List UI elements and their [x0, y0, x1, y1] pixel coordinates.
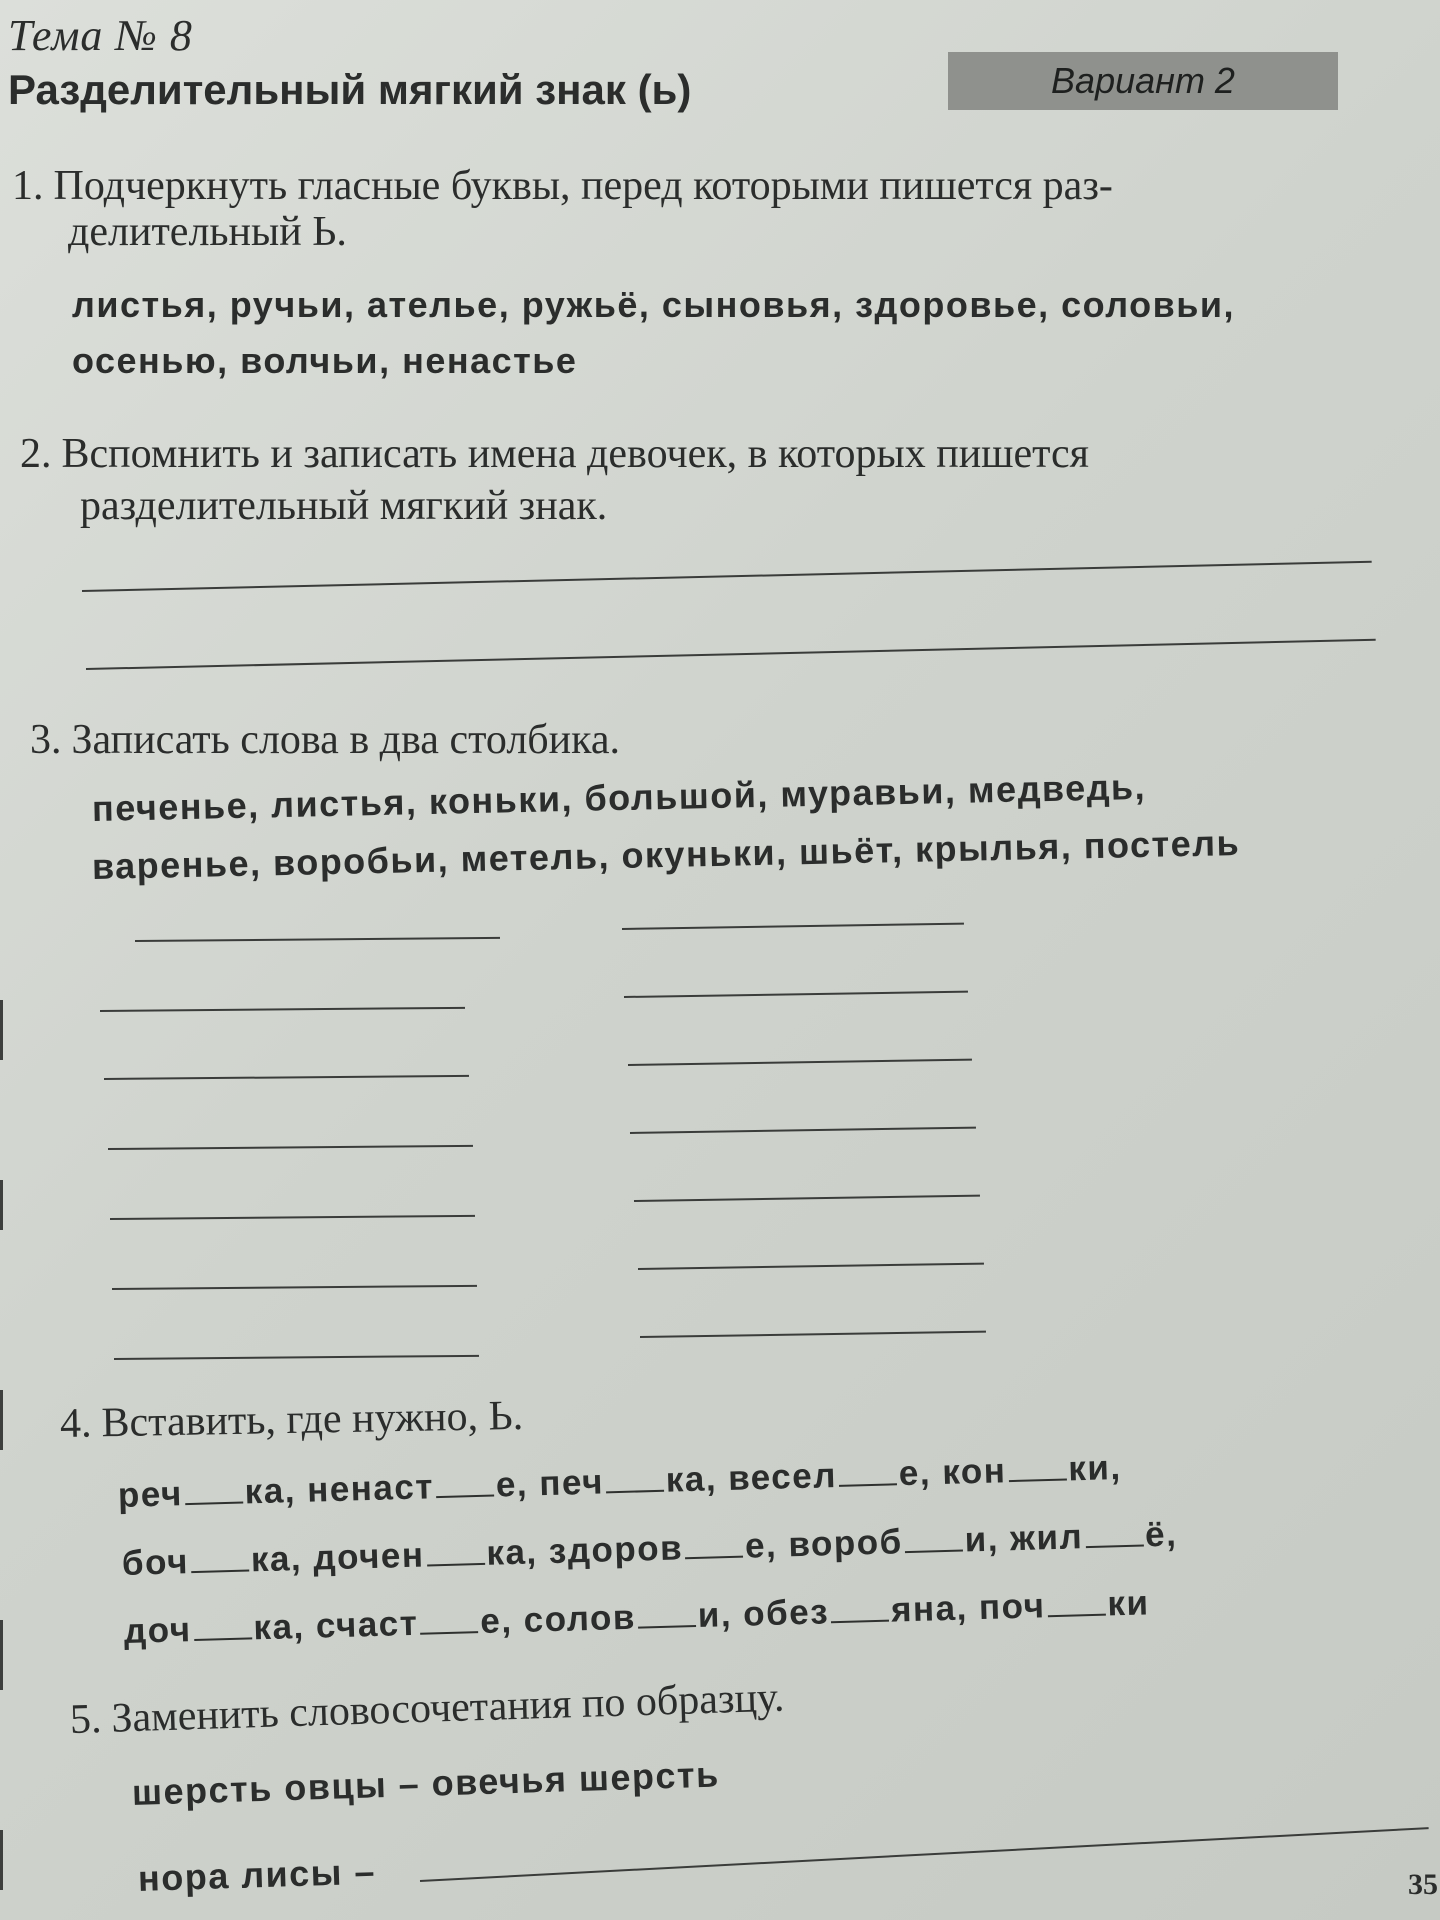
blank-input[interactable] — [421, 1629, 479, 1635]
task-4-fragment: и, обез — [697, 1592, 830, 1635]
task-4-line-3 — [123, 1583, 1150, 1652]
topic-title: Разделительный мягкий знак (ь) — [8, 66, 692, 113]
task-4-fragment: и, жил — [964, 1517, 1084, 1560]
blank-input[interactable] — [685, 1554, 743, 1560]
task-2-text-line2: разделительный мягкий знак. — [80, 483, 608, 529]
task-4-instruction — [60, 1392, 524, 1448]
answer-line[interactable] — [82, 561, 1372, 592]
blank-input[interactable] — [839, 1481, 897, 1487]
margin-mark — [0, 1390, 3, 1450]
task-4-fragment: реч — [117, 1474, 184, 1515]
blank-input[interactable] — [1009, 1477, 1067, 1483]
task-4-fragment: е, кон — [898, 1451, 1007, 1494]
task-1-words-line2: осенью, волчьи, ненастье — [72, 340, 578, 381]
blank-input[interactable] — [831, 1618, 889, 1624]
task-4-fragment: ки, — [1067, 1447, 1123, 1489]
task-4-fragment: ка, весел — [665, 1455, 838, 1500]
task-3-words-line1: печенье, листья, коньки, большой, муравьи, медведь, — [91, 765, 1147, 829]
page-number: 35 — [1408, 1868, 1438, 1901]
task-4-fragment: доч — [123, 1610, 193, 1651]
blank-input[interactable] — [905, 1548, 963, 1554]
task-2-text-line1: Вспомнить и записать имена девочек, в которых пишется — [61, 431, 1089, 477]
task-4-fragment: ка, здоров — [485, 1528, 684, 1573]
variant-badge — [948, 52, 1338, 110]
margin-mark — [0, 1180, 3, 1230]
blank-input[interactable] — [194, 1635, 252, 1641]
column-1-answer-line[interactable] — [112, 1285, 477, 1290]
blank-input[interactable] — [427, 1561, 485, 1567]
task-4-fragment: ка, дочен — [250, 1535, 425, 1580]
task-4-fragment: е, вороб — [744, 1522, 904, 1566]
blank-input[interactable] — [191, 1567, 249, 1573]
blank-input[interactable] — [185, 1500, 243, 1506]
task-2-number: 2. — [20, 431, 52, 477]
task-5-item: нора лисы – — [137, 1850, 377, 1899]
task-5-answer-line[interactable] — [420, 1827, 1429, 1882]
task-3-text: Записать слова в два столбика. — [71, 717, 621, 763]
task-1-words-line1: листья, ручьи, ателье, ружьё, сыновья, здоровье, соловьи, — [72, 284, 1236, 325]
column-1-answer-line[interactable] — [114, 1355, 479, 1360]
task-5-instruction — [69, 1674, 785, 1744]
answer-line[interactable] — [86, 639, 1376, 670]
task-4-fragment: е, печ — [495, 1462, 605, 1505]
margin-mark — [0, 1620, 3, 1690]
column-2-answer-line[interactable] — [624, 991, 968, 998]
task-3-words-line2: варенье, воробьи, метель, окуньки, шьёт, крылья, постель — [91, 821, 1241, 887]
margin-mark — [0, 1000, 3, 1060]
task-4-fragment: е, солов — [479, 1597, 637, 1642]
blank-input[interactable] — [638, 1623, 696, 1629]
blank-input[interactable] — [1048, 1612, 1106, 1618]
task-4-fragment: боч — [121, 1542, 190, 1583]
task-4-number: 4. — [59, 1400, 92, 1447]
column-2-answer-line[interactable] — [634, 1195, 980, 1202]
column-2-answer-line[interactable] — [630, 1127, 976, 1134]
topic-number: Тема № 8 — [8, 11, 193, 60]
blank-input[interactable] — [436, 1492, 494, 1498]
task-4-fragment: ка, ненаст — [244, 1467, 435, 1512]
task-2-instruction — [20, 430, 1089, 478]
variant-label: Вариант 2 — [1051, 60, 1235, 101]
task-4-fragment: ка, счаст — [252, 1603, 419, 1648]
task-5-number: 5. — [69, 1696, 103, 1743]
blank-input[interactable] — [606, 1488, 664, 1494]
task-3-number: 3. — [30, 717, 62, 763]
task-5-text: Заменить словосочетания по образцу. — [110, 1674, 785, 1742]
task-4-fragment: ки — [1106, 1583, 1150, 1624]
margin-mark — [0, 1830, 3, 1890]
column-1-answer-line[interactable] — [135, 937, 500, 942]
task-1-text-line1: Подчеркнуть гласные буквы, перед которыми пишется раз- — [53, 163, 1113, 209]
column-2-answer-line[interactable] — [622, 923, 964, 930]
task-4-line-2 — [121, 1515, 1177, 1584]
task-1-instruction — [12, 162, 1113, 210]
column-1-answer-line[interactable] — [104, 1075, 469, 1080]
task-4-line-1 — [117, 1448, 1122, 1516]
task-4-fragment: ё, — [1144, 1514, 1178, 1555]
task-1-number: 1. — [12, 163, 44, 209]
column-1-answer-line[interactable] — [108, 1145, 473, 1150]
column-2-answer-line[interactable] — [638, 1263, 984, 1270]
blank-input[interactable] — [1085, 1542, 1143, 1548]
task-3-instruction — [30, 716, 620, 764]
task-4-fragment: яна, поч — [890, 1586, 1046, 1630]
task-1-text-line2: делительный Ь. — [68, 209, 347, 255]
column-1-answer-line[interactable] — [110, 1215, 475, 1220]
task-5-example: шерсть овцы – овечья шерсть — [131, 1753, 721, 1813]
column-2-answer-line[interactable] — [628, 1059, 972, 1066]
task-4-text: Вставить, где нужно, Ь. — [101, 1392, 524, 1447]
column-2-answer-line[interactable] — [640, 1331, 986, 1338]
column-1-answer-line[interactable] — [100, 1007, 465, 1012]
